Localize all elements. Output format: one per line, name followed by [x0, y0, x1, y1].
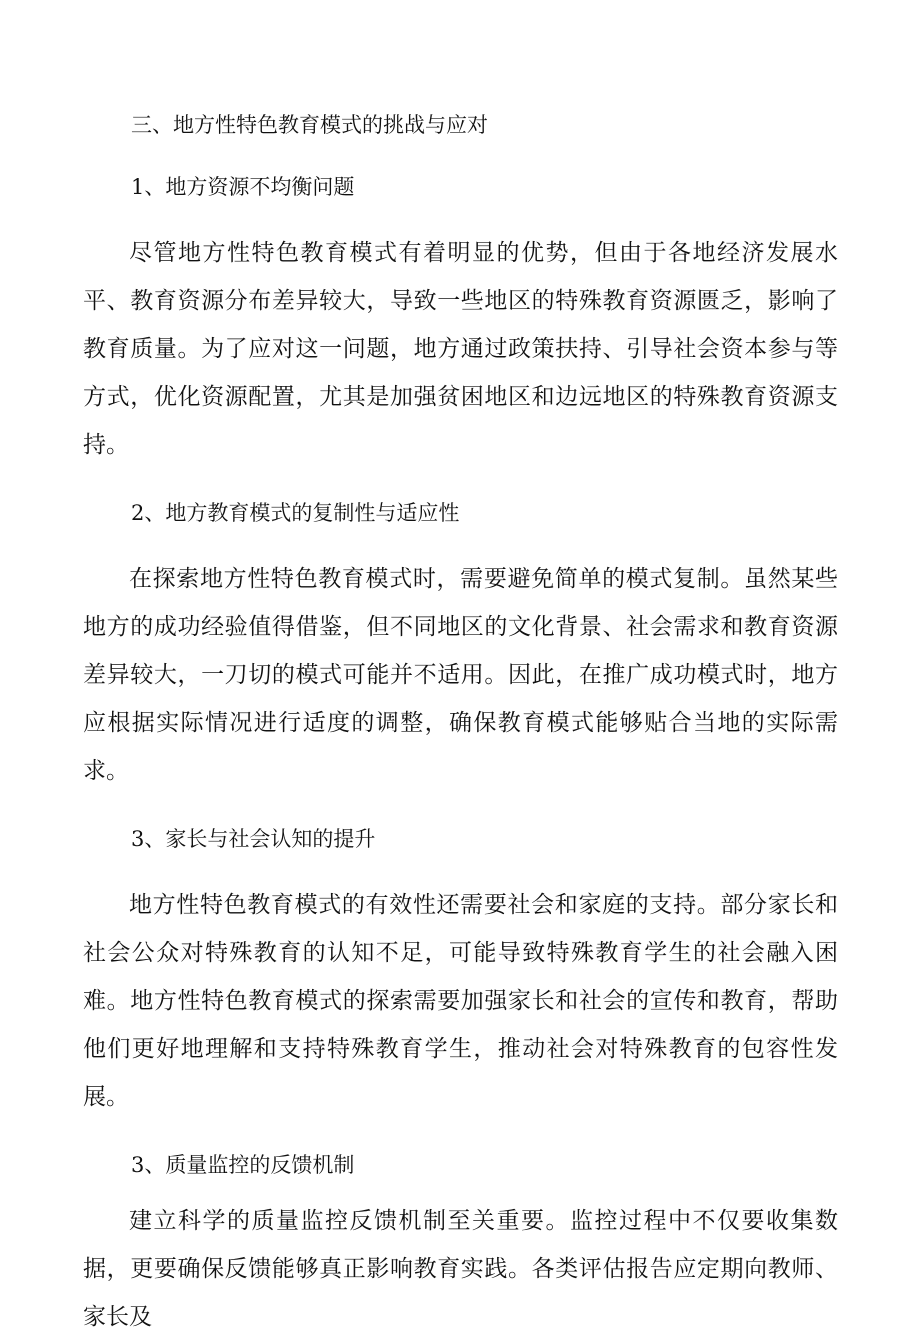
section-title: 三、地方性特色教育模式的挑战与应对 — [131, 113, 488, 137]
paragraph-2: 在探索地方性特色教育模式时，需要避免简单的模式复制。虽然某些地方的成功经验值得借鉴，但不同地区的文化背景、社会需求和教育资源差异较大，一刀切的模式可能并不适用。因此，在推广成功模式时，地方应根据实际情况进行适度的调整，确保教育模式能够贴合当地的实际需求。 — [83, 566, 838, 784]
paragraph-1: 尽管地方性特色教育模式有着明显的优势，但由于各地经济发展水平、教育资源分布差异较大，导致一些地区的特殊教育资源匮乏，影响了教育质量。为了应对这一问题，地方通过政策扶持、引导社会资本参与等方式，优化资源配置，尤其是加强贫困地区和边远地区的特殊教育资源支持。 — [83, 240, 838, 458]
subsection-heading-4: 3、质量监控的反馈机制 — [131, 1153, 355, 1177]
subsection-heading-1: 1、地方资源不均衡问题 — [131, 175, 355, 199]
paragraph-3: 地方性特色教育模式的有效性还需要社会和家庭的支持。部分家长和社会公众对特殊教育的认知不足，可能导致特殊教育学生的社会融入困难。地方性特色教育模式的探索需要加强家长和社会的宣传和教育，帮助他们更好地理解和支持特殊教育学生，推动社会对特殊教育的包容性发展。 — [83, 892, 838, 1110]
subsection-heading-3: 3、家长与社会认知的提升 — [131, 827, 376, 851]
document-body — [83, 105, 838, 1341]
paragraph-4: 建立科学的质量监控反馈机制至关重要。监控过程中不仅要收集数据，更要确保反馈能够真正影响教育实践。各类评估报告应定期向教师、家长及 — [83, 1208, 838, 1330]
subsection-heading-2: 2、地方教育模式的复制性与适应性 — [131, 501, 460, 525]
